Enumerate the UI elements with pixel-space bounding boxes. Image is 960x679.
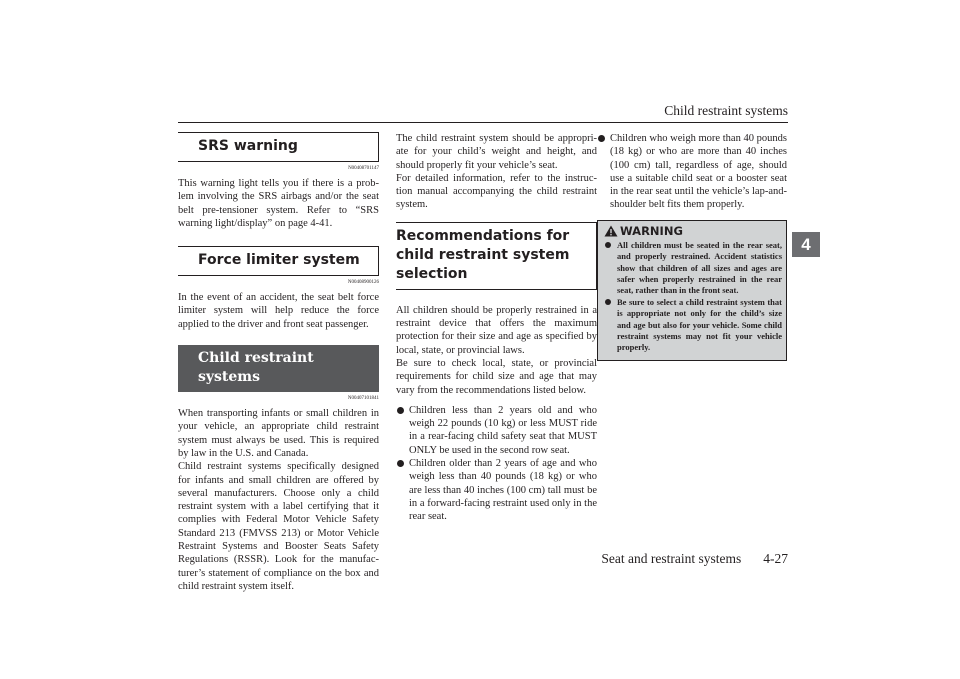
column-right <box>597 132 787 361</box>
srs-warning-code: N00408701147 <box>348 166 379 171</box>
child-restraint-text-2: Child restraint systems specifically designed for infants and small children are offered by several manufacturers. Choose only a child restraint system with a label certifying that it complies with Federal Motor Vehicle Safety Standard 213 (FMVSS 213) or Motor Vehicle Restraint Systems and Booster Seats Safety Regulations (RSSR). Look for the manufac-turer’s statement of compliance on the box and child restraint system itself. <box>178 461 379 592</box>
child-restraint-text-1: When transporting infants or small children in your vehicle, an appropriate child restraint system must always be used. This is required by law in the U.S. and Canada. <box>178 408 379 459</box>
srs-warning-heading: SRS warning <box>178 132 379 162</box>
warning-box <box>597 220 787 361</box>
child-restraint-code: N00407101841 <box>347 396 379 402</box>
intro-text-1: The child restraint system should be appropri-ate for your child’s weight and height, and should properly fit your vehicle’s seat. <box>396 133 597 171</box>
warning-label: WARNING <box>620 223 683 238</box>
page-footer <box>601 551 788 567</box>
column-middle <box>396 132 597 524</box>
warning-triangle-icon <box>604 225 618 237</box>
recommendations-heading: Recommendations for child restraint system selection <box>396 222 597 290</box>
running-header: Child restraint systems <box>664 103 788 118</box>
warning-item: Be sure to select a child restraint system that is appropriate not only for the child’s size and age but also for your vehicle. Some child restraint systems may not fit your vehicle properly. <box>604 297 782 354</box>
child-restraint-heading: Child restraint systems <box>178 345 379 392</box>
page-number: 4-27 <box>763 551 788 566</box>
recommendation-bullet: Children less than 2 years old and who weigh 22 pounds (10 kg) or less MUST ride in a rear-facing child safety seat that MUST ONLY be used in the second row seat. <box>396 404 597 457</box>
warning-item: All children must be seated in the rear seat, and properly restrained. Accident statistics show that children of all sizes and ages are safer when properly restrained in the rear seat, rather than in the front seat. <box>604 240 782 297</box>
chapter-tab: 4 <box>792 232 820 257</box>
column-left <box>178 132 379 593</box>
force-limiter-code: N00408900126 <box>347 280 379 286</box>
force-limiter-text: In the event of an accident, the seat belt force limiter system will help reduce the force applied to the driver and front seat passenger. <box>178 292 379 330</box>
intro-text-2: For detailed information, refer to the instruc-tion manual accompanying the child restraint system. <box>396 172 597 211</box>
recommendation-bullet: Children who weigh more than 40 pounds (18 kg) or who are more than 40 inches (100 cm) tall, regardless of age, should use a suitable child seat or a booster seat in the rear seat until the vehicle’s lap-and-shoulder belt fits them properly. <box>597 132 787 212</box>
header-rule <box>178 122 788 123</box>
footer-section: Seat and restraint systems <box>601 551 742 566</box>
warning-title <box>604 224 782 238</box>
srs-warning-text: This warning light tells you if there is a prob-lem involving the SRS airbags and/or the seat belt pre-tensioner system. Refer to “SRS warning light/display” on page 4-41. <box>178 178 379 229</box>
recommendations-text-1: All children should be properly restrained in a restraint device that offers the maximum protection for their size and age as specified by local, state, or provincial laws. <box>396 304 597 356</box>
recommendations-text-2: Be sure to check local, state, or provincial requirements for child size and age that may vary from the recommendations listed below. <box>396 357 597 396</box>
force-limiter-heading: Force limiter system <box>178 246 379 276</box>
recommendation-bullet: Children older than 2 years of age and who weigh less than 40 pounds (18 kg) or who are less than 40 inches (100 cm) tall must be in a forward-facing restraint used only in the rear seat. <box>396 457 597 523</box>
